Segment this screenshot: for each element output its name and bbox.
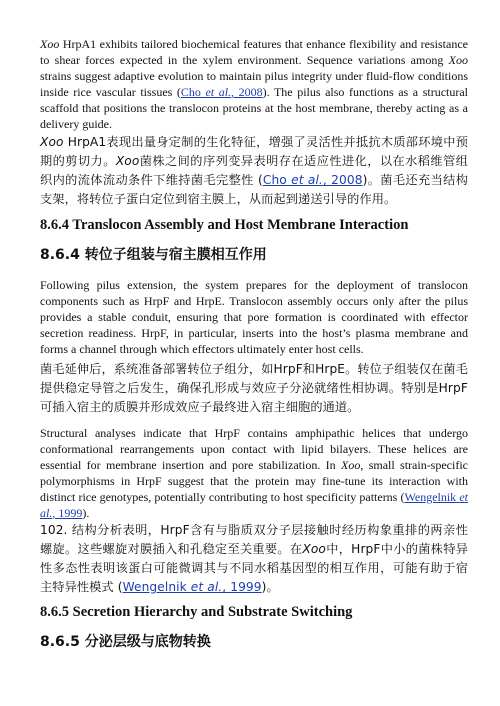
paragraph-text: ). The pilus also functions as a structural scaffold that positions the translocon proteins at the host membrane, thereby acting as a delivery guide. <box>40 85 469 131</box>
paragraph-text: strains suggest adaptive evolution to maintain pilus integrity under fluid-flow conditions inside rice vascular tissues ( <box>40 69 468 99</box>
section-heading-8-6-4-zh: 8.6.4 转位子组装与宿主膜相互作用 <box>40 247 267 263</box>
section-heading-8-6-4-en: 8.6.4 Translocon Assembly and Host Membrane Interaction <box>40 217 409 233</box>
paragraph-text: )。 <box>261 580 279 594</box>
citation-link-cho-2008[interactable]: Cho et al., 2008 <box>262 173 363 187</box>
species-name: Xoo <box>341 458 361 472</box>
section-heading-8-6-5-zh: 8.6.5 分泌层级与底物转换 <box>40 634 211 650</box>
paragraph-hrpa1-zh <box>40 133 468 209</box>
citation-link-wengelnik-1999[interactable]: Wengelnik et al., 1999 <box>40 490 468 520</box>
citation-link-cho-2008[interactable]: Cho et al., 2008 <box>180 85 263 99</box>
paragraph-hrpa1-en <box>40 36 468 132</box>
species-name: Xoo <box>448 53 468 67</box>
paragraph-translocon-zh: 菌毛延伸后，系统准备部署转位子组分，如HrpF和HrpE。转位子组装仅在菌毛提供稳定导管之后发生，确保孔形成与效应子分泌就绪性相协调。特别是HrpF可插入宿主的质膜并形成效应子最终进入宿主细胞的通道。 <box>40 362 468 414</box>
paragraph-text: HrpA1 exhibits tailored biochemical features that enhance flexibility and resistance to shear forces expected in the xylem environment. Sequence variations among <box>40 37 468 67</box>
paragraph-text: 102. 结构分析表明，HrpF含有与脂质双分子层接触时经历构象重排的两亲性螺旋。这些螺旋对膜插入和孔稳定至关重要。在 <box>40 523 468 556</box>
paragraph-text: Structural analyses indicate that HrpF contains amphipathic helices that undergo conformational rearrangements upon contact with lipid bilayers. These helices are essential for membrane insertion and pore stabilization. In <box>40 426 468 472</box>
section-heading-8-6-5-en: 8.6.5 Secretion Hierarchy and Substrate Switching <box>40 604 353 620</box>
paragraph-hrpf-zh <box>40 521 468 597</box>
paragraph-text: , small strain-specific polymorphisms in HrpF suggest that the protein may fine-tune its interaction with distinct rice genotypes, potentially contributing to host specificity patterns ( <box>40 458 468 504</box>
paragraph-hrpf-en <box>40 425 468 521</box>
paragraph-text: )。菌毛还充当结构支架，将转位子蛋白定位到宿主膜上，从而起到递送引导的作用。 <box>40 173 469 206</box>
species-name: Xoo <box>40 135 64 149</box>
species-name: Xoo <box>302 542 326 556</box>
paragraph-text: 菌株之间的序列变异表明存在适应性进化，以在水稻维管组织内的流体流动条件下维持菌毛完整性 ( <box>40 154 468 187</box>
paragraph-text: ). <box>82 506 90 520</box>
paragraph-translocon-en: Following pilus extension, the system prepares for the deployment of translocon components such as HrpF and HrpE. Translocon assembly occurs only after the pilus provides a stable conduit, ensuring that pore formation is coordinated with effector secretion readiness. HrpF, in particular, inserts into the host’s plasma membrane and forms a channel through which effectors ultimately enter host cells. <box>40 278 468 356</box>
paragraph-text: 中，HrpF中小的菌株特异性多态性表明该蛋白可能微调其与不同水稻基因型的相互作用，可能有助于宿主特异性模式 ( <box>40 542 468 594</box>
species-name: Xoo <box>115 154 140 168</box>
species-name: Xoo <box>40 37 60 51</box>
paragraph-text: HrpA1表现出量身定制的生化特征，增强了灵活性并抵抗木质部环境中预期的剪切力。 <box>40 135 468 168</box>
citation-link-wengelnik-1999[interactable]: Wengelnik et al., 1999 <box>122 580 262 594</box>
